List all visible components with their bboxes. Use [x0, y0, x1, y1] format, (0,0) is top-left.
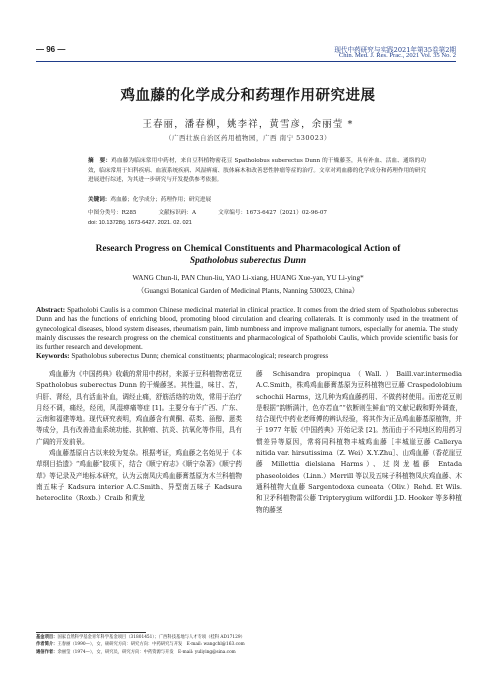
body-paragraph: 鸡血藤基原自古以来较为复杂。根据考证，鸡血藤之名始见于《本草纲目拾遗》“鸡血藤”胶项下，结合《顺宁府志》《顺宁杂著》《顺宁药草》等记录及产地标本研究，认为云南凤庆鸡血藤膏基原为木兰科植物南五味子 Kadsura interior A.C.Smith、异型南五味子 Kadsura heteroclite（Roxb.）Craib 和黄龙 [36, 449, 242, 503]
keywords-cn-text: 鸡血藤；化学成分；药理作用；研究进展 [110, 197, 212, 203]
paper-title-en [0, 243, 496, 267]
paper-title-cn: 鸡血藤的化学成分和药理作用研究进展 [120, 88, 376, 104]
header-divider [36, 61, 456, 62]
affiliation-en: （Guangxi Botanical Garden of Medicinal Plants, Nanning 530023, China） [137, 287, 359, 295]
abstract-cn-label: 摘 要： [88, 158, 112, 164]
footnote-divider [36, 632, 146, 633]
footnote-label: 作者简介： [36, 642, 58, 648]
document-code: 文献标识码：A [158, 210, 197, 216]
article-number: 文章编号：1673-6427（2021）02-96-07 [218, 210, 327, 216]
body-paragraph: 鸡血藤为《中国药典》收载的常用中药材，来源于豆科植物密花豆 Spatholobus suberectus Dunn 的干燥藤茎。其性温，味甘、苦，归肝、肾经，具有活血补血，调经止痛，舒筋活络的功效，常用于治疗月经不调，痛经，经闭，风湿痹痛等症 [1]。主要分布于广西、广东、云南和福建等地。现代研究表明，鸡血藤含有黄酮、萜类、甾醇、蒽类等成分，具有改善造血系统功能、抗肿瘤、抗炎、抗氧化等作用，具有广阔的开发前景。 [36, 370, 242, 446]
body-column-left [36, 369, 242, 505]
journal-title-cn: 现代中药研究与实践2021年第35卷第2期 [334, 46, 456, 54]
body-paragraph: 藤 Schisandra propinqua（Wall.）Baill.var.intermedia A.C.Smith，株鸡鸡血藤膏基原为豆科植物巴豆藤 Craspedolobium schochii Harms，这几种为鸡血藤药用、不做药材使用。而密花豆则是根据“韵断满汁，色亦若血”“依断则生鲜血”的文献记载和野外调查，结合现代中药业老师傅的辨认经验，将其作为正品鸡血藤基原植物，并于 1977 年版《中国药典》开始记录 [2]。然而由于不同地区的用药习惯差异等原因，常将同科植物丰城鸡血藤［丰城崖豆藤 Callerya nitida var. hirsutissima（Z. Wei）X.Y.Zhu］、山鸡血藤（香花崖豆藤 Millettia dielsiana Harms）、过岗龙榼藤 Entada phaseoloides（Linn.）Merrill 等以及五味子科植物凤庆鸡血藤、木通科植物大血藤 Sargentodoxa cuneata（Oliv.）Rehd. Et Wils. 和卫矛科植物雷公藤 Tripterygium wilfordii J.D. Hooker 等多种植物的藤茎 [256, 370, 462, 514]
footnote-corresponding [36, 649, 466, 656]
footnote-text: 国家自然科学基金青年科学基金项目（31801451）；广西科技基地与人才专项（桂科 AD17129） [57, 635, 245, 640]
footnotes [36, 634, 466, 656]
footnote-text: 余丽莹（1974—），女，研究员，研究方向：中药资源与开发 E-mail: yuliying@sina.com [57, 649, 236, 655]
keywords-en-label: Keywords: [36, 352, 70, 360]
keywords-en [36, 352, 458, 361]
paper-title-en-line2: Spatholobus suberectus Dunn [189, 256, 307, 266]
authors-cn: 王春丽，潘春柳，姚李祥，黄雪彦，余丽莹 * [142, 119, 354, 130]
abstract-en-text: Spatholobi Caulis is a common Chinese medicinal material in clinical practice. It comes from the dried stem of Spatholobus suberectus Dunn and has the functions of enriching blood, promoting blood circulation and clearing collaterals. It is commonly used in the treatment of gynecological diseases, blood system diseases, rheumatism pain, limb numbness and improve malignant tumors, especially for anemia. The study mainly discusses the research progress on the chemical constituents and pharmacological of Spatholobi Caulis, which provide scientific basis for its further research and development. [36, 306, 459, 352]
doi: doi: 10.13728/j. 1673-6427. 2021. 02. 021 [88, 220, 192, 226]
classification-row [88, 209, 349, 219]
keywords-cn [88, 196, 426, 206]
abstract-cn [88, 157, 426, 186]
paper-title-en-line1: Research Progress on Chemical Constituents and Pharmacological Action of [95, 244, 401, 254]
keywords-cn-label: 关键词： [88, 197, 111, 203]
journal-title-en: Chin. Med. J. Res. Prac., 2021 Vol. 35 No. 2 [338, 52, 456, 59]
affiliation-cn: （广西壮族自治区药用植物园，广西 南宁 530023） [165, 134, 331, 142]
page-number: — 96 — [36, 45, 66, 54]
footnote-funding [36, 634, 466, 641]
abstract-en-label: Abstract: [36, 306, 66, 314]
abstract-en [36, 306, 458, 352]
footnote-label: 基金项目： [36, 635, 58, 640]
abstract-cn-text: 鸡血藤为临床常用中药材，来自豆科植物密花豆 Spatholobus suberectus Dunn 的干燥藤茎，具有补血、活血、通络的功效，临床常用于妇科疾病、血液系统疾病、风湿痹痛、肢体麻木和改善恶性肿瘤等症的治疗。文章对鸡血藤的化学成分和药理作用的研究进展进行综述，为其进一步研究与开发提供参考依据。 [88, 158, 426, 184]
authors-en: WANG Chun-li, PAN Chun-liu, YAO Li-xiang, HUANG Xue-yan, YU Li-ying* [132, 274, 364, 282]
footnote-author [36, 641, 466, 648]
keywords-en-text: Spatholobus suberectus Dunn; chemical constituents; pharmacological; research progress [71, 352, 329, 360]
footnote-text: 王春丽（1990—），女，硕研究方向：研究方向：中药研究与开发 E-mail: wangchl@163.com [57, 642, 245, 648]
body-column-right [256, 369, 462, 516]
clc-number: 中图分类号：R285 [88, 210, 137, 216]
footnote-label: 通信作者： [36, 649, 58, 655]
